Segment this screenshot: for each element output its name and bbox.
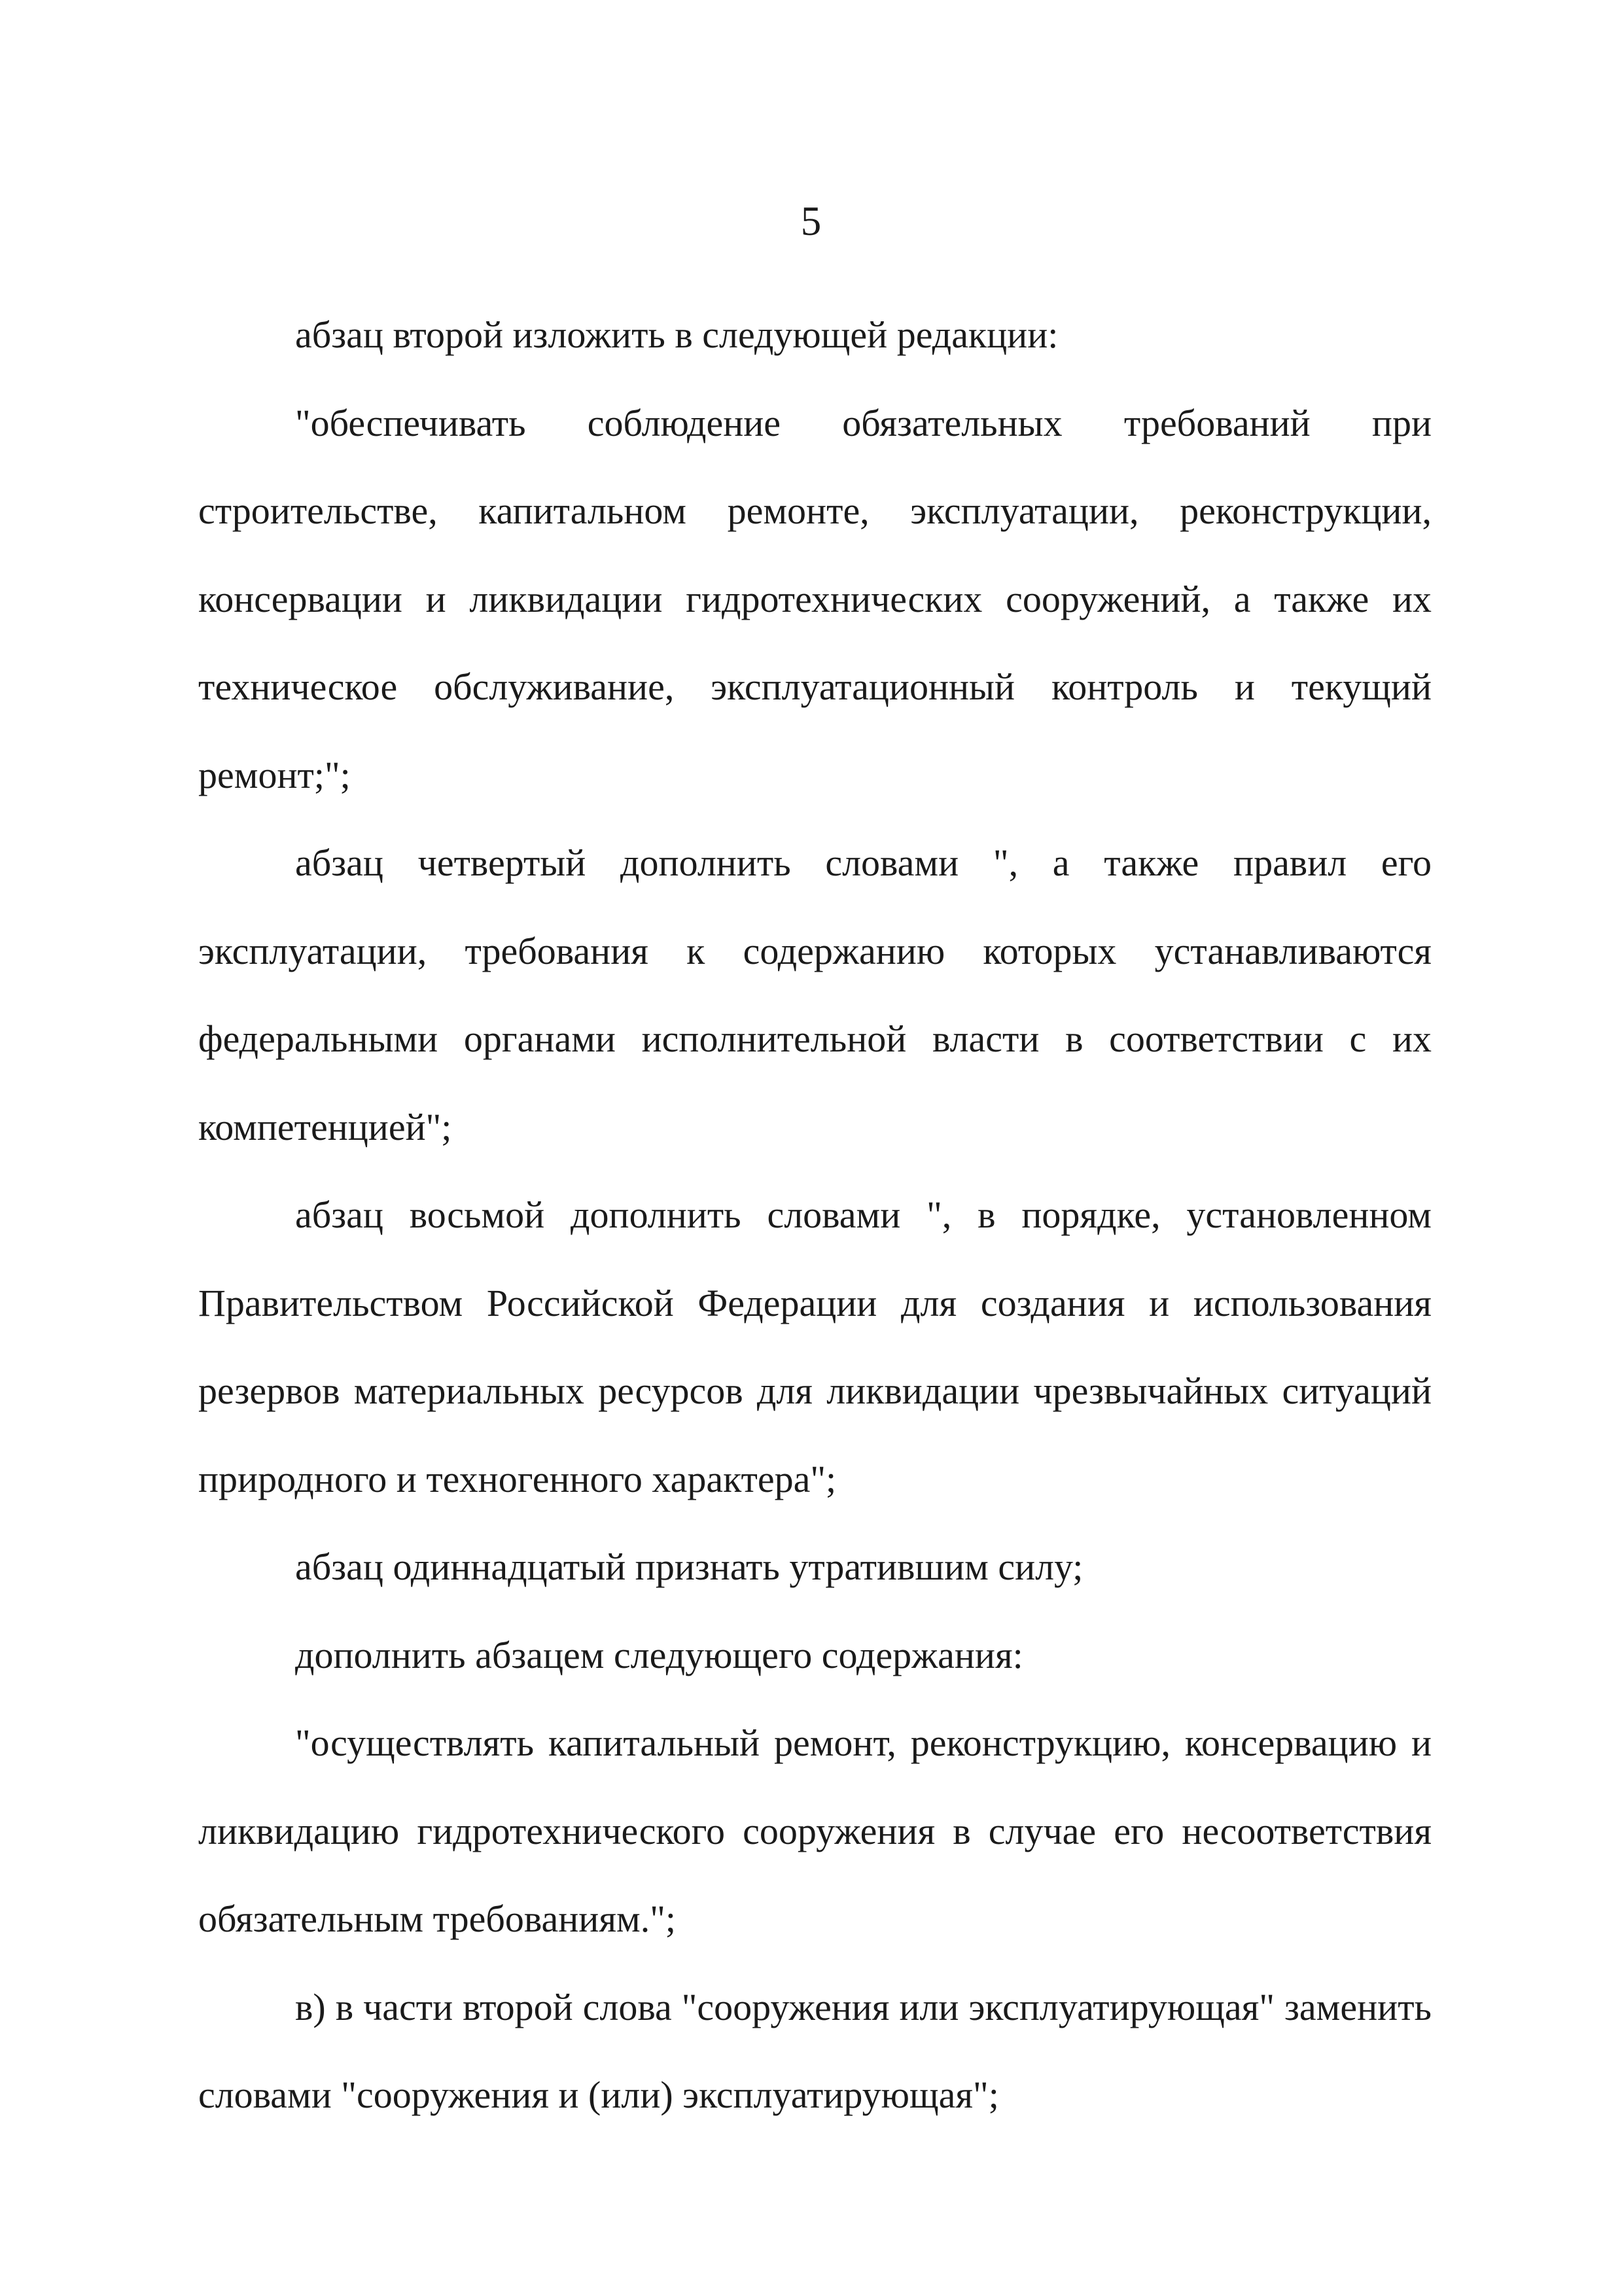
page-number: 5 xyxy=(800,198,822,244)
paragraph-5: абзац одиннадцатый признать утратившим силу; xyxy=(295,1545,1084,1588)
paragraph-7: "осуществлять капитальный ремонт, реконструкцию, консервацию и ликвидацию гидротехнического сооружения в случае его несоответствия обязательным требованиям."; xyxy=(198,1722,1432,1940)
paragraph-3: абзац четвертый дополнить словами ", а также правил его эксплуатации, требования к содержанию которых устанавливаются федеральными органами исполнительной власти в соответствии с их компетенцией"; xyxy=(198,841,1432,1148)
document-body xyxy=(198,291,1432,2140)
paragraph-2: "обеспечивать соблюдение обязательных требований при строительстве, капитальном ремонте, эксплуатации, реконструкции, консервации и ликвидации гидротехнических сооружений, а также их техническое обслуживание, эксплуатационный контроль и текущий ремонт;"; xyxy=(198,401,1432,796)
paragraph-6: дополнить абзацем следующего содержания: xyxy=(295,1633,1023,1676)
paragraph-1: абзац второй изложить в следующей редакции: xyxy=(295,313,1059,356)
paragraph-4: абзац восьмой дополнить словами ", в порядке, установленном Правительством Российской Федерации для создания и использования резервов материальных ресурсов для ликвидации чрезвычайных ситуаций природного и техногенного характера"; xyxy=(198,1193,1432,1500)
paragraph-8: в) в части второй слова "сооружения или эксплуатирующая" заменить словами "сооружения и (или) эксплуатирующая"; xyxy=(198,1985,1432,2116)
